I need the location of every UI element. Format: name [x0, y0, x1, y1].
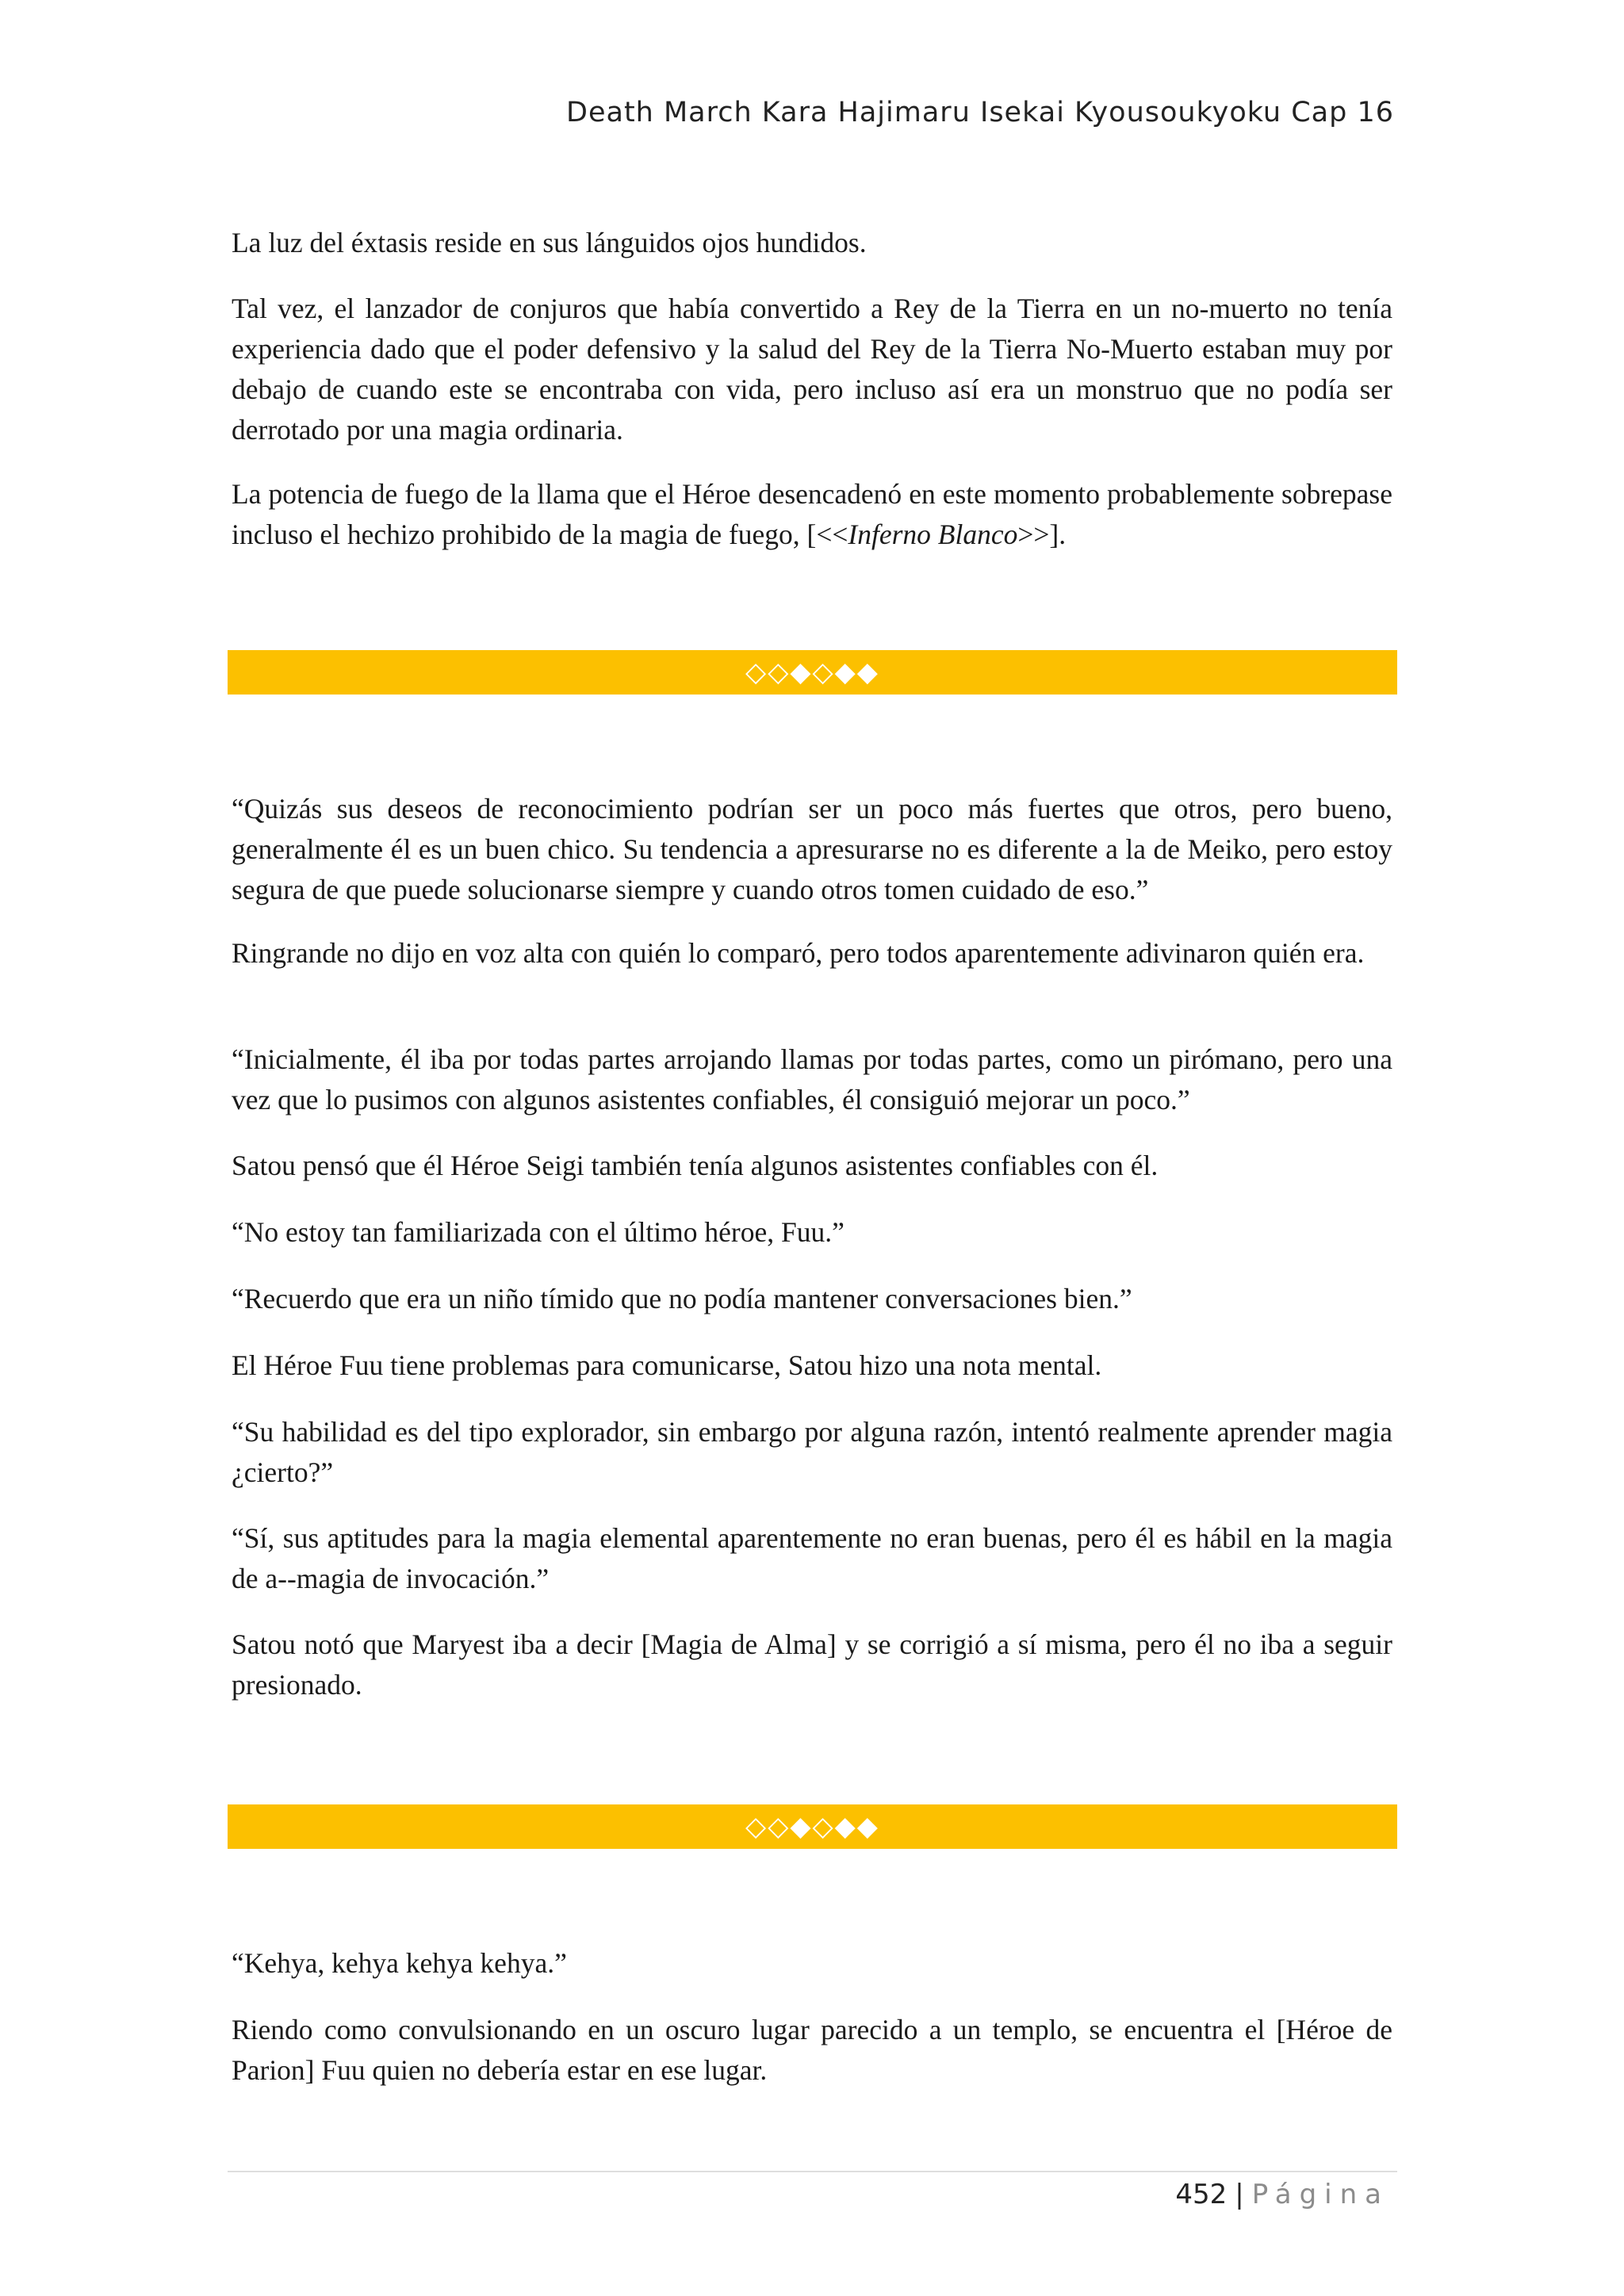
paragraph-explorer-skill: “Su habilidad es del tipo explorador, sin embargo por alguna razón, intentó realmente aprender magia ¿cierto?”: [232, 1416, 1392, 1488]
paragraph-ringrande: Ringrande no dijo en voz alta con quién lo comparó, pero todos aparentemente adivinaron quién era.: [232, 937, 1365, 969]
paragraph-fuu-temple: Riendo como convulsionando en un oscuro lugar parecido a un templo, se encuentra el [Héroe de Parion] Fuu quien no debería estar en ese lugar.: [232, 2014, 1392, 2086]
paragraph-fuu-familiar: “No estoy tan familiarizada con el último héroe, Fuu.”: [232, 1216, 845, 1248]
paragraph-recognition: “Quizás sus deseos de reconocimiento podrían ser un poco más fuertes que otros, pero bueno, generalmente él es un buen chico. Su tendencia a apresurarse no es diferente a la de Meiko, pero estoy segura de que puede solucionarse siempre y cuando otros tomen cuidado de eso.”: [232, 793, 1392, 905]
scene-break-divider: [228, 650, 1397, 695]
page-footer: [1175, 2179, 1389, 2210]
paragraph-fire-power: [232, 474, 1392, 555]
diamond-ornament-icon: ◇◇◆◇◆◆: [745, 1811, 879, 1843]
paragraph-ecstasy: La luz del éxtasis reside en sus lánguidos ojos hundidos.: [232, 227, 867, 258]
paragraph-kehya: “Kehya, kehya kehya kehya.”: [232, 1947, 567, 1979]
diamond-ornament-icon: ◇◇◆◇◆◆: [745, 656, 879, 688]
paragraph-earth-king: Tal vez, el lanzador de conjuros que había convertido a Rey de la Tierra en un no-muerto no tenía experiencia dado que el poder defensivo y la salud del Rey de la Tierra No-Muerto estaban muy por debajo de cuando este se encontraba con vida, pero incluso así era un monstruo que no podía ser derrotado por una magia ordinaria.: [232, 293, 1392, 446]
paragraph-soul-magic: Satou notó que Maryest iba a decir [Magia de Alma] y se corrigió a sí misma, pero él no iba a seguir presionado.: [232, 1628, 1392, 1701]
scene-break-divider-2: [228, 1804, 1397, 1849]
spell-name: Inferno Blanco: [848, 519, 1018, 550]
fire-text-after: >>].: [1017, 519, 1067, 550]
paragraph-mental-note: El Héroe Fuu tiene problemas para comunicarse, Satou hizo una nota mental.: [232, 1349, 1102, 1381]
page-word: Página: [1251, 2179, 1389, 2210]
paragraph-satou-seigi: Satou pensó que él Héroe Seigi también tenía algunos asistentes confiables con él.: [232, 1150, 1159, 1181]
paragraph-summoning-magic: “Sí, sus aptitudes para la magia elemental aparentemente no eran buenas, pero él es hábil en la magia de a--magia de invocación.”: [232, 1522, 1392, 1594]
paragraph-pyromaniac: “Inicialmente, él iba por todas partes arrojando llamas por todas partes, como un pirómano, pero una vez que lo pusimos con algunos asistentes confiables, él consiguió mejorar un poco.”: [232, 1043, 1392, 1115]
fire-text-before: La potencia de fuego de la llama que el Héroe desencadenó en este momento probablemente sobrepase incluso el hechizo prohibido de la magia de fuego, [<<: [232, 478, 1392, 550]
page-number: 452: [1175, 2179, 1228, 2210]
footer-divider: [228, 2171, 1397, 2172]
paragraph-shy-child: “Recuerdo que era un niño tímido que no podía mantener conversaciones bien.”: [232, 1283, 1132, 1314]
footer-separator: |: [1235, 2179, 1244, 2210]
running-header: Death March Kara Hajimaru Isekai Kyousoukyoku Cap 16: [566, 97, 1394, 128]
